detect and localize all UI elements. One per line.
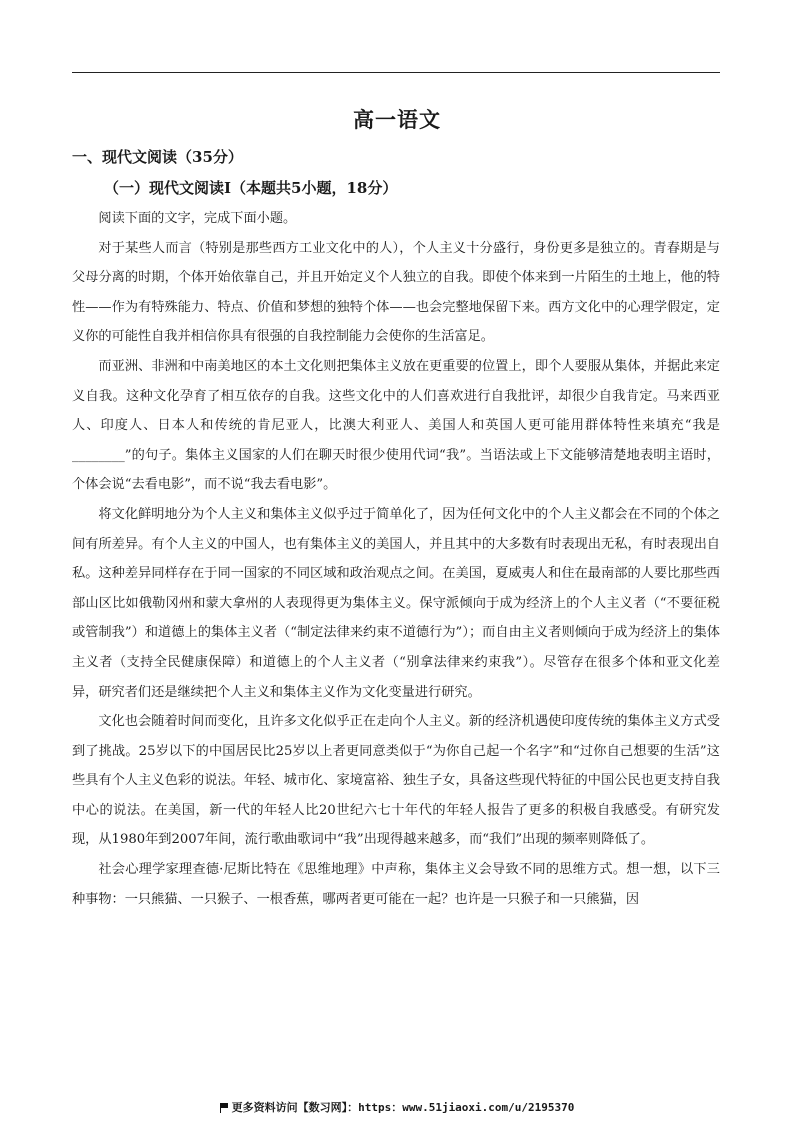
- article-paragraph: 对于某些人而言（特别是那些西方工业文化中的人），个人主义十分盛行，身份更多是独立的。青春期是与父母分离的时期，个体开始依靠自己，并且开始定义个人独立的自我。即使个体来到一片陌生的土地上，他的特性——作为有特殊能力、特点、价值和梦想的独特个体——也会完整地保留下来。西方文化中的心理学假定，定义你的可能性自我并相信你具有很强的自我控制能力会使你的生活富足。: [72, 240, 720, 345]
- footer-link[interactable]: 更多资料访问【数习网】：https：www.51jiaoxi.com/u/2195370: [231, 1101, 575, 1114]
- subsection-heading: （一）现代文阅读Ⅰ（本题共5小题，18分）: [104, 179, 398, 197]
- article-paragraph: 而亚洲、非洲和中南美地区的本土文化则把集体主义放在更重要的位置上，即个人要服从集体，并据此来定义自我。这种文化孕育了相互依存的自我。这些文化中的人们喜欢进行自我批评，却很少自我肯定。马来西亚人、印度人、日本人和传统的肯尼亚人，比澳大利亚人、美国人和英国人更可能用群体特性来填充“我是________”的句子。集体主义国家的人们在聊天时很少使用代词“我”。当语法或上下文能够清楚地表明主语时，个体会说“去看电影”，而不说“我去看电影”。: [72, 358, 720, 493]
- article-paragraph: 社会心理学家理查德·尼斯比特在《思维地理》中声称，集体主义会导致不同的思维方式。想一想，以下三种事物：一只熊猫、一只猴子、一根香蕉，哪两者更可能在一起？也许是一只猴子和一只熊猫，因: [72, 862, 720, 907]
- footer: [0, 1099, 794, 1115]
- section-heading: 一、现代文阅读（35分）: [72, 148, 243, 166]
- article-paragraph: 将文化鲜明地分为个人主义和集体主义似乎过于简单化了，因为任何文化中的个人主义都会在不同的个体之间有所差异。有个人主义的中国人，也有集体主义的美国人，并且其中的大多数有时表现出无私，有时表现出自私。这种差异同样存在于同一国家的不同区域和政治观点之间。在美国，夏威夷人和住在最南部的人要比那些西部山区比如俄勒冈州和蒙大拿州的人表现得更为集体主义。保守派倾向于成为经济上的个人主义者（“不要征税或管制我”）和道德上的集体主义者（“制定法律来约束不道德行为”）；而自由主义者则倾向于成为经济上的集体主义者（支持全民健康保障）和道德上的个人主义者（“别拿法律来约束我”）。尽管存在很多个体和亚文化差异，研究者们还是继续把个人主义和集体主义作为文化变量进行研究。: [72, 506, 720, 700]
- article-body: [72, 204, 720, 914]
- flag-icon: [220, 1103, 228, 1112]
- page-title: 高一语文: [353, 107, 441, 132]
- article-paragraph: 文化也会随着时间而变化，且许多文化似乎正在走向个人主义。新的经济机遇使印度传统的集体主义方式受到了挑战。25岁以下的中国居民比25岁以上者更同意类似于“为你自己起一个名字”和“过你自己想要的生活”这些具有个人主义色彩的说法。年轻、城市化、家境富裕、独生子女，具备这些现代特征的中国公民也更支持自我中心的说法。在美国，新一代的年轻人比20世纪六七十年代的年轻人报告了更多的积极自我感受。有研究发现，从1980年到2007年间，流行歌曲歌词中“我”出现得越来越多，而“我们”出现的频率则降低了。: [72, 714, 720, 848]
- header-rule: [72, 72, 720, 73]
- instruction-paragraph: 阅读下面的文字，完成下面小题。: [98, 211, 297, 226]
